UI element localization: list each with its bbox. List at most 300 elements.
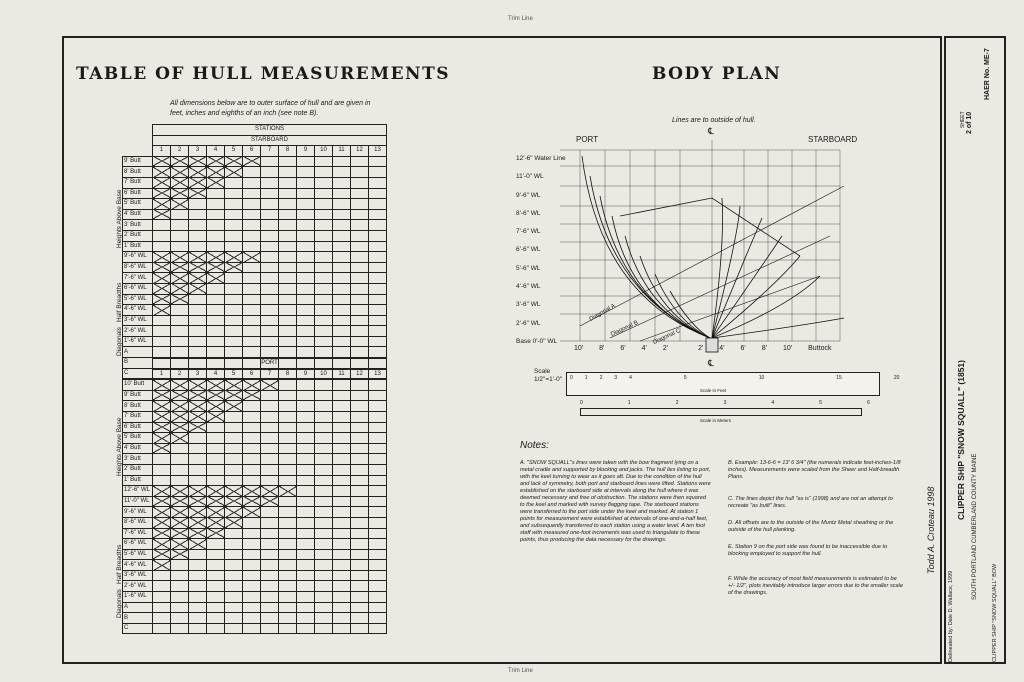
value-cell bbox=[351, 464, 369, 475]
value-cell bbox=[153, 592, 171, 603]
station-number: 8 bbox=[279, 146, 297, 157]
project-title: CLIPPER SHIP "SNOW SQUALL" (1851) bbox=[956, 360, 966, 520]
value-cell bbox=[189, 475, 207, 486]
table-row bbox=[123, 433, 387, 444]
starboard-label: STARBOARD bbox=[808, 135, 858, 144]
value-cell bbox=[369, 486, 387, 497]
lines-note: Lines are to outside of hull. bbox=[672, 117, 756, 124]
value-cell bbox=[243, 305, 261, 316]
value-cell bbox=[333, 336, 351, 347]
value-cell bbox=[243, 167, 261, 178]
value-cell bbox=[351, 528, 369, 539]
value-cell bbox=[297, 283, 315, 294]
value-cell bbox=[207, 549, 225, 560]
value-cell bbox=[261, 294, 279, 305]
value-cell bbox=[369, 454, 387, 465]
value-cell bbox=[333, 401, 351, 412]
value-cell bbox=[369, 581, 387, 592]
value-cell bbox=[171, 411, 189, 422]
tick: 5 bbox=[819, 400, 823, 406]
row-label: 4' Butt bbox=[123, 443, 153, 454]
value-cell bbox=[369, 199, 387, 210]
value-cell bbox=[243, 443, 261, 454]
value-cell bbox=[171, 177, 189, 188]
value-cell bbox=[171, 539, 189, 550]
value-cell bbox=[153, 623, 171, 634]
buttock-labels bbox=[574, 345, 831, 352]
value-cell bbox=[279, 347, 297, 358]
value-cell bbox=[369, 156, 387, 167]
group-diagonals: Diagonals bbox=[116, 327, 123, 356]
value-cell bbox=[207, 517, 225, 528]
value-cell bbox=[171, 528, 189, 539]
row-label: 5'-6" WL bbox=[123, 294, 153, 305]
value-cell bbox=[351, 539, 369, 550]
value-cell bbox=[351, 188, 369, 199]
row-label: 9' Butt bbox=[123, 390, 153, 401]
value-cell bbox=[315, 199, 333, 210]
value-cell bbox=[153, 549, 171, 560]
value-cell bbox=[207, 560, 225, 571]
table-row bbox=[123, 199, 387, 210]
corner-cell bbox=[123, 359, 153, 370]
table-row bbox=[123, 443, 387, 454]
value-cell bbox=[171, 464, 189, 475]
value-cell bbox=[243, 422, 261, 433]
value-cell bbox=[297, 401, 315, 412]
value-cell bbox=[171, 549, 189, 560]
value-cell bbox=[189, 507, 207, 518]
value-cell bbox=[171, 380, 189, 391]
value-cell bbox=[279, 475, 297, 486]
value-cell bbox=[189, 167, 207, 178]
value-cell bbox=[243, 433, 261, 444]
row-label: 2'-6" WL bbox=[123, 581, 153, 592]
row-label: C bbox=[123, 368, 153, 379]
value-cell bbox=[369, 560, 387, 571]
value-cell bbox=[171, 283, 189, 294]
value-cell bbox=[225, 602, 243, 613]
value-cell bbox=[225, 167, 243, 178]
value-cell bbox=[243, 475, 261, 486]
value-cell bbox=[189, 294, 207, 305]
station-number: 12 bbox=[351, 146, 369, 157]
value-cell bbox=[351, 262, 369, 273]
tick: 5 bbox=[683, 375, 687, 381]
value-cell bbox=[297, 230, 315, 241]
wl-label: 12'-6" Water Line bbox=[516, 155, 566, 162]
value-cell bbox=[153, 422, 171, 433]
value-cell bbox=[243, 613, 261, 624]
value-cell bbox=[333, 528, 351, 539]
station-number: 7 bbox=[261, 146, 279, 157]
value-cell bbox=[207, 411, 225, 422]
value-cell bbox=[351, 486, 369, 497]
row-label: 3' Butt bbox=[123, 220, 153, 231]
value-cell bbox=[171, 188, 189, 199]
value-cell bbox=[279, 305, 297, 316]
value-cell bbox=[243, 262, 261, 273]
value-cell bbox=[207, 167, 225, 178]
value-cell bbox=[315, 443, 333, 454]
value-cell bbox=[279, 422, 297, 433]
value-cell bbox=[261, 486, 279, 497]
table-row bbox=[123, 326, 387, 337]
value-cell bbox=[225, 570, 243, 581]
value-cell bbox=[153, 464, 171, 475]
buttock-word: Buttock bbox=[808, 345, 832, 352]
row-label: 4'-6" WL bbox=[123, 560, 153, 571]
value-cell bbox=[369, 283, 387, 294]
value-cell bbox=[351, 209, 369, 220]
value-cell bbox=[171, 294, 189, 305]
value-cell bbox=[315, 528, 333, 539]
value-cell bbox=[153, 209, 171, 220]
buttock-label: 8' bbox=[761, 345, 767, 352]
value-cell bbox=[297, 252, 315, 263]
value-cell bbox=[189, 613, 207, 624]
meter-scale-ticks bbox=[580, 400, 870, 406]
value-cell bbox=[153, 336, 171, 347]
value-cell bbox=[171, 326, 189, 337]
value-cell bbox=[225, 623, 243, 634]
value-cell bbox=[333, 220, 351, 231]
value-cell bbox=[189, 315, 207, 326]
row-label: 5'-6" WL bbox=[123, 549, 153, 560]
value-cell bbox=[189, 464, 207, 475]
value-cell bbox=[279, 433, 297, 444]
value-cell bbox=[243, 336, 261, 347]
station-number: 10 bbox=[315, 146, 333, 157]
value-cell bbox=[351, 560, 369, 571]
value-cell bbox=[171, 315, 189, 326]
station-number: 1 bbox=[153, 146, 171, 157]
value-cell bbox=[207, 315, 225, 326]
table-row bbox=[123, 464, 387, 475]
value-cell bbox=[207, 283, 225, 294]
value-cell bbox=[189, 220, 207, 231]
value-cell bbox=[225, 581, 243, 592]
row-label: 4'-6" WL bbox=[123, 305, 153, 316]
sheet-number: 2 of 10 bbox=[966, 111, 973, 134]
value-cell bbox=[207, 454, 225, 465]
table-row bbox=[123, 581, 387, 592]
value-cell bbox=[279, 517, 297, 528]
value-cell bbox=[297, 209, 315, 220]
tick: 4 bbox=[771, 400, 775, 406]
value-cell bbox=[315, 454, 333, 465]
value-cell bbox=[225, 592, 243, 603]
value-cell bbox=[315, 411, 333, 422]
value-cell bbox=[153, 156, 171, 167]
station-number: 9 bbox=[297, 146, 315, 157]
value-cell bbox=[333, 496, 351, 507]
value-cell bbox=[153, 581, 171, 592]
table-row bbox=[123, 220, 387, 231]
row-label: B bbox=[123, 358, 153, 369]
starboard-table bbox=[122, 124, 387, 379]
value-cell bbox=[369, 347, 387, 358]
starboard-header: STARBOARD bbox=[153, 135, 387, 146]
value-cell bbox=[261, 411, 279, 422]
buttock-label: 4' bbox=[641, 345, 647, 352]
value-cell bbox=[297, 199, 315, 210]
value-cell bbox=[171, 433, 189, 444]
value-cell bbox=[243, 486, 261, 497]
value-cell bbox=[189, 570, 207, 581]
table-row bbox=[123, 336, 387, 347]
value-cell bbox=[243, 464, 261, 475]
value-cell bbox=[153, 528, 171, 539]
value-cell bbox=[153, 486, 171, 497]
value-cell bbox=[297, 422, 315, 433]
value-cell bbox=[189, 209, 207, 220]
value-cell bbox=[333, 454, 351, 465]
value-cell bbox=[315, 613, 333, 624]
group-half-breadths: Half Breadths bbox=[116, 282, 123, 322]
cl-top: ℄ bbox=[708, 126, 714, 136]
value-cell bbox=[315, 188, 333, 199]
value-cell bbox=[333, 273, 351, 284]
value-cell bbox=[261, 347, 279, 358]
table-row bbox=[123, 347, 387, 358]
value-cell bbox=[351, 623, 369, 634]
table-note-line2: feet, inches and eighths of an inch (see note B). bbox=[170, 110, 319, 117]
value-cell bbox=[225, 177, 243, 188]
value-cell bbox=[225, 517, 243, 528]
value-cell bbox=[171, 252, 189, 263]
value-cell bbox=[297, 390, 315, 401]
row-label: A bbox=[123, 347, 153, 358]
value-cell bbox=[333, 380, 351, 391]
corner-cell bbox=[123, 125, 153, 136]
value-cell bbox=[243, 252, 261, 263]
row-label: 9' Butt bbox=[123, 156, 153, 167]
value-cell bbox=[351, 507, 369, 518]
table-row bbox=[123, 252, 387, 263]
value-cell bbox=[153, 539, 171, 550]
buttock-label: 2' bbox=[698, 345, 704, 352]
value-cell bbox=[351, 305, 369, 316]
note-a: A. "SNOW SQUALL"s lines were taken with the bow fragment lying on a metal cradle and supported by blocking and jacks. The hull lies listing to port, with the keel turning to wear as it goes aft. Due to the condition of the hull and lack of symmetry, both port and starboard lines were lifted. Stations were established on the starboard side at intervals along the hull where it was deemed necessary and free of obstruction. The stations were then squared to the keel and marked with survey flagging tape. The starboard stations were transferred to the port side under the keel and marked. At station 1 points for measurement were established at intervals of one-and-a-half feet, and subsequently transferred to each station using a water level. A ten foot staff with measured one-foot increments was used to triangulate to these points, thus producing the data necessary for the drawings. bbox=[520, 460, 711, 543]
table-row bbox=[123, 177, 387, 188]
value-cell bbox=[333, 411, 351, 422]
value-cell bbox=[243, 539, 261, 550]
value-cell bbox=[261, 390, 279, 401]
value-cell bbox=[351, 156, 369, 167]
value-cell bbox=[189, 496, 207, 507]
value-cell bbox=[369, 315, 387, 326]
value-cell bbox=[351, 390, 369, 401]
value-cell bbox=[207, 262, 225, 273]
value-cell bbox=[225, 390, 243, 401]
value-cell bbox=[153, 613, 171, 624]
value-cell bbox=[369, 380, 387, 391]
value-cell bbox=[153, 283, 171, 294]
value-cell bbox=[261, 380, 279, 391]
row-label: 11'-0" WL bbox=[123, 496, 153, 507]
value-cell bbox=[189, 177, 207, 188]
value-cell bbox=[225, 380, 243, 391]
value-cell bbox=[333, 560, 351, 571]
value-cell bbox=[243, 623, 261, 634]
value-cell bbox=[369, 252, 387, 263]
value-cell bbox=[369, 539, 387, 550]
value-cell bbox=[351, 422, 369, 433]
value-cell bbox=[315, 380, 333, 391]
value-cell bbox=[261, 199, 279, 210]
station-number: 2 bbox=[171, 146, 189, 157]
value-cell bbox=[153, 380, 171, 391]
value-cell bbox=[243, 411, 261, 422]
value-cell bbox=[207, 475, 225, 486]
value-cell bbox=[189, 592, 207, 603]
value-cell bbox=[153, 315, 171, 326]
value-cell bbox=[261, 528, 279, 539]
value-cell bbox=[279, 188, 297, 199]
row-label: 8'-6" WL bbox=[123, 517, 153, 528]
value-cell bbox=[333, 326, 351, 337]
value-cell bbox=[261, 241, 279, 252]
value-cell bbox=[297, 167, 315, 178]
value-cell bbox=[153, 496, 171, 507]
value-cell bbox=[171, 602, 189, 613]
value-cell bbox=[243, 390, 261, 401]
table-row bbox=[123, 613, 387, 624]
wl-label: 3'-6" WL bbox=[516, 301, 541, 309]
value-cell bbox=[297, 496, 315, 507]
value-cell bbox=[297, 188, 315, 199]
value-cell bbox=[171, 443, 189, 454]
value-cell bbox=[207, 305, 225, 316]
meter-scale-bar bbox=[580, 408, 862, 416]
value-cell bbox=[243, 177, 261, 188]
value-cell bbox=[207, 390, 225, 401]
value-cell bbox=[333, 581, 351, 592]
value-cell bbox=[207, 581, 225, 592]
value-cell bbox=[351, 315, 369, 326]
table-row bbox=[123, 549, 387, 560]
value-cell bbox=[351, 380, 369, 391]
value-cell bbox=[315, 177, 333, 188]
row-label: B bbox=[123, 613, 153, 624]
value-cell bbox=[297, 241, 315, 252]
row-label: 8' Butt bbox=[123, 401, 153, 412]
value-cell bbox=[279, 496, 297, 507]
value-cell bbox=[225, 188, 243, 199]
value-cell bbox=[333, 422, 351, 433]
table-row bbox=[123, 507, 387, 518]
value-cell bbox=[261, 592, 279, 603]
station-number: 13 bbox=[369, 146, 387, 157]
value-cell bbox=[243, 549, 261, 560]
value-cell bbox=[333, 315, 351, 326]
value-cell bbox=[207, 199, 225, 210]
note-b: B. Example: 13-6-6 = 13' 6 3/4" (the numerals indicate feet-inches-1/8 inches). Measurements were scaled from the Sheer and Half-breadth Plans. bbox=[728, 460, 901, 480]
value-cell bbox=[369, 188, 387, 199]
value-cell bbox=[315, 464, 333, 475]
value-cell bbox=[315, 273, 333, 284]
value-cell bbox=[243, 528, 261, 539]
table-row bbox=[123, 188, 387, 199]
value-cell bbox=[225, 401, 243, 412]
row-label: 8'-6" WL bbox=[123, 262, 153, 273]
value-cell bbox=[315, 241, 333, 252]
value-cell bbox=[261, 496, 279, 507]
value-cell bbox=[225, 539, 243, 550]
value-cell bbox=[261, 209, 279, 220]
row-label: C bbox=[123, 623, 153, 634]
value-cell bbox=[171, 336, 189, 347]
value-cell bbox=[369, 336, 387, 347]
value-cell bbox=[207, 380, 225, 391]
tick: 2 bbox=[599, 375, 603, 381]
value-cell bbox=[171, 273, 189, 284]
tick: 3 bbox=[614, 375, 618, 381]
value-cell bbox=[171, 623, 189, 634]
value-cell bbox=[333, 549, 351, 560]
value-cell bbox=[369, 326, 387, 337]
value-cell bbox=[351, 411, 369, 422]
value-cell bbox=[297, 464, 315, 475]
note-f: F. While the accuracy of most field measurements is estimated to be +/- 1/2", plots inevitably introduce larger errors due to the smaller scale of the drawings. bbox=[728, 576, 904, 596]
value-cell bbox=[315, 167, 333, 178]
value-cell bbox=[207, 528, 225, 539]
buttock-label: 4' bbox=[719, 345, 725, 352]
value-cell bbox=[315, 315, 333, 326]
value-cell bbox=[225, 262, 243, 273]
value-cell bbox=[189, 517, 207, 528]
value-cell bbox=[333, 517, 351, 528]
value-cell bbox=[207, 209, 225, 220]
value-cell bbox=[297, 305, 315, 316]
value-cell bbox=[297, 454, 315, 465]
value-cell bbox=[189, 560, 207, 571]
value-cell bbox=[243, 507, 261, 518]
value-cell bbox=[171, 390, 189, 401]
value-cell bbox=[153, 273, 171, 284]
value-cell bbox=[315, 592, 333, 603]
value-cell bbox=[225, 528, 243, 539]
value-cell bbox=[333, 486, 351, 497]
value-cell bbox=[243, 496, 261, 507]
value-cell bbox=[225, 241, 243, 252]
value-cell bbox=[297, 613, 315, 624]
value-cell bbox=[297, 539, 315, 550]
value-cell bbox=[369, 443, 387, 454]
station-number: 13 bbox=[369, 369, 387, 380]
bottom-trim-mark: Trim Line bbox=[508, 668, 533, 674]
value-cell bbox=[225, 199, 243, 210]
value-cell bbox=[315, 507, 333, 518]
row-label: 12'-6" WL bbox=[123, 486, 153, 497]
value-cell bbox=[279, 156, 297, 167]
value-cell bbox=[189, 336, 207, 347]
value-cell bbox=[279, 401, 297, 412]
value-cell bbox=[369, 623, 387, 634]
station-number: 5 bbox=[225, 146, 243, 157]
value-cell bbox=[333, 570, 351, 581]
table-title: TABLE OF HULL MEASUREMENTS bbox=[76, 64, 451, 84]
value-cell bbox=[333, 305, 351, 316]
row-label: 5' Butt bbox=[123, 433, 153, 444]
row-label: 7' Butt bbox=[123, 411, 153, 422]
value-cell bbox=[351, 241, 369, 252]
value-cell bbox=[261, 156, 279, 167]
value-cell bbox=[243, 454, 261, 465]
value-cell bbox=[243, 220, 261, 231]
value-cell bbox=[279, 262, 297, 273]
